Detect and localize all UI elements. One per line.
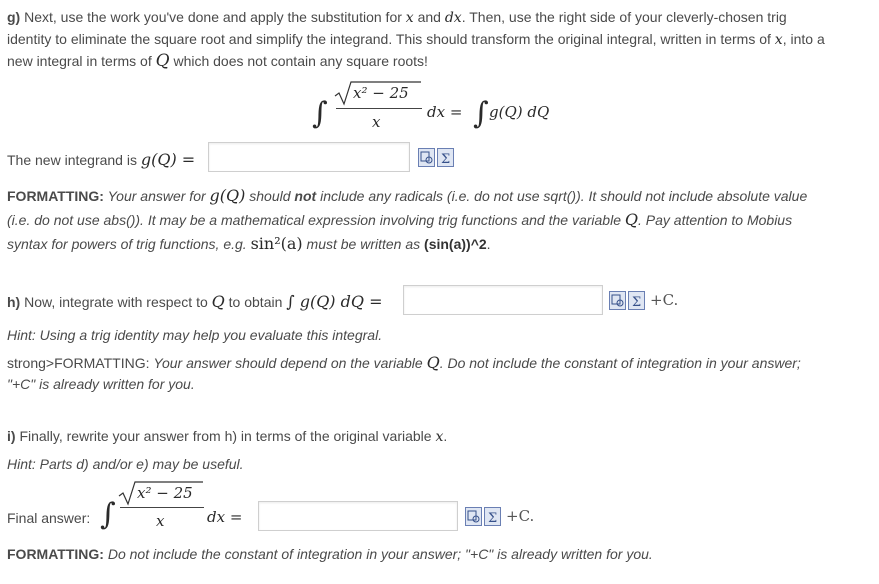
denominator: x [372,113,381,131]
part-h-formatting: strong>FORMATTING: Your answer should depend on the variable Q. Do not include the constant of integration in your answer; "+C" is already written for you. [7,353,801,392]
final-answer-label: Final answer: [7,510,91,526]
svg-text:Σ: Σ [488,511,498,525]
plus-c-i: +C. [506,507,535,525]
svg-text:Σ: Σ [632,295,642,309]
antiderivative-input[interactable] [403,285,603,315]
integrand-input[interactable] [208,142,410,172]
integrand-label: The new integrand is g(Q) = [7,150,196,169]
part-i-hint: Hint: Parts d) and/or e) may be useful. [7,456,244,472]
part-g-intro: g) Next, use the work you've done and apply the substitution for x and dx. Then, use the right side of your cleverly-chosen trig identity to eliminate the square root and simplify the integrand. This should transform the original integral, written in terms of x, into a new integral in terms of Q which does not contain any square roots! [7,9,825,71]
fraction-bar [336,108,422,109]
integral-sign: ∫ [312,96,328,131]
svg-text:Σ: Σ [441,152,451,166]
dx-equals: dx = [427,103,463,121]
denominator: x [156,512,165,530]
final-answer-input[interactable] [258,501,458,531]
preview-icon[interactable] [609,291,626,310]
dx-equals: dx = [207,508,243,526]
plus-c-h: +C. [650,291,679,309]
preview-icon[interactable] [465,507,482,526]
part-h-question: h) Now, integrate with respect to Q to obtain ∫ g(Q) dQ = [7,292,383,311]
part-h-hint: Hint: Using a trig identity may help you evaluate this integral. [7,327,383,343]
integrand-icons [418,146,456,170]
part-i-question: i) Finally, rewrite your answer from h) in terms of the original variable x. [7,428,448,445]
preview-icon[interactable] [418,148,435,167]
fraction-bar [120,507,204,508]
integral-sign: ∫ [100,497,116,532]
numerator: x² − 25 [353,84,409,102]
integral-sign-rhs: ∫ [473,96,489,131]
antiderivative-icons [609,289,647,313]
numerator: x² − 25 [137,484,193,502]
rhs: g(Q) dQ [489,103,550,121]
equation-editor-icon[interactable] [437,148,454,167]
part-g-label: g) [7,9,21,25]
final-answer-icons [465,505,503,529]
equation-editor-icon[interactable] [484,507,501,526]
part-i-formatting: FORMATTING: Do not include the constant of integration in your answer; "+C" is already written for you. [7,546,653,562]
part-g-formatting: FORMATTING: Your answer for g(Q) should not include any radicals (i.e. do not use sqrt()). It should not include absolute value (i.e. do not use abs()). It may be a mathematical expression involving trig functions and the variable Q. Pay attention to Mobius syntax for powers of trig functions, e.g. sin²(a) must be written as (sin(a))^2. [7,186,808,253]
equation-editor-icon[interactable] [628,291,645,310]
